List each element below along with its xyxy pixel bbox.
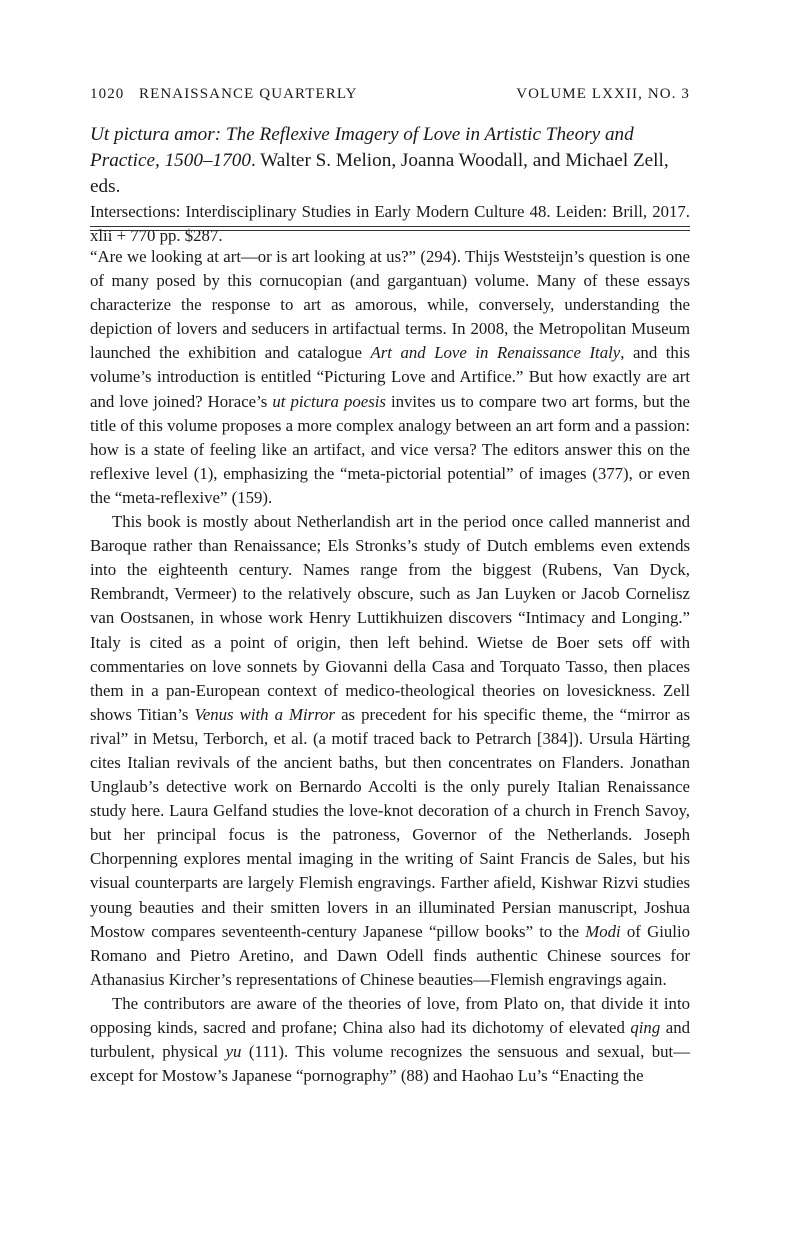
volume-issue: VOLUME LXXII, NO. 3 [516, 86, 690, 102]
running-head [90, 86, 690, 103]
text-run: as precedent for his specific theme, the “mirror as rival” in Metsu, Terborch, et al. (a motif traced back to Petrarch [384]). Ursula Härting cites Italian revivals of the ancient baths, but then concentrates on Flanders. Jonathan Unglaub’s detective work on Bernardo Accolti is the only purely Italian Renaissance study here. Laura Gelfand studies the love-knot decoration of a church in French Savoy, but her principal focus is the patroness, Governor of the Netherlands. Joseph Chorpenning explores mental imaging in the writing of Saint Francis de Sales, but his visual counterparts are largely Flemish engravings. Farther afield, Kishwar Rizvi studies young beauties and their smitten lovers in an illuminated Persian manuscript, Joshua Mostow compares seventeenth-century Japanese “pillow books” to the [90, 704, 690, 941]
italic-run: Modi [585, 921, 621, 941]
text-run: This book is mostly about Netherlandish art in the period once called mannerist and Baroque rather than Renaissance; Els Stronks’s study of Dutch emblems even extends into the eighteenth century. Names range from the biggest (Rubens, Van Dyck, Rembrandt, Vermeer) to the relatively obscure, such as Jan Luyken or Jacob Cornelisz van Oostsanen, in whose work Henry Luttikhuizen discovers “Intimacy and Longing.” Italy is cited as a point of origin, then left behind. Wietse de Boer sets off with commentaries on love sonnets by Giovanni della Casa and Torquato Tasso, then places them in a pan-European context of medico-theological theories on lovesickness. Zell shows Titian’s [90, 512, 690, 724]
italic-run: qing [630, 1018, 661, 1037]
text-run: invites us to compare two art forms, but the title of this volume proposes a more complex analogy between an art form and a passion: how is a state of feeling like an artifact, and vice versa? The editors answer this on the reflexive level (1), emphasizing the “meta-pictorial potential” of images (377), or even the “meta-reflexive” (159). [90, 391, 690, 507]
header-divider [90, 226, 690, 231]
page-number-and-journal [90, 86, 358, 103]
journal-title: RENAISSANCE QUARTERLY [138, 86, 358, 102]
page-number: 1020 [90, 86, 125, 102]
italic-run: Art and Love in Renaissance Italy [370, 343, 621, 363]
italic-run: yu [225, 1042, 242, 1062]
book-publication-details: Intersections: Interdisciplinary Studies in Early Modern Culture 48. Leiden: Brill, 2017. xlii + 770 pp. $287. [90, 202, 690, 245]
italic-run: Venus with a Mirror [194, 704, 336, 724]
book-title-line [90, 122, 690, 200]
italic-run: ut pictura poesis [272, 391, 386, 411]
review-body [90, 245, 690, 1088]
book-editors: . Walter S. Melion, Joanna Woodall, and Michael Zell, eds. [90, 150, 669, 197]
text-run: and turbulent, physical [90, 1018, 690, 1062]
text-run: , and this volume’s introduction is entitled “Picturing Love and Artifice.” But how exactly are art and love joined? Horace’s [90, 343, 691, 411]
paragraph [90, 245, 690, 510]
text-run: (111). This volume recognizes the sensuous and sexual, but—except for Mostow’s Japanese “pornography” (88) and Haohao Lu’s “Enacting the [90, 1042, 690, 1086]
book-title: Ut pictura amor: The Reflexive Imagery of Love in Artistic Theory and Practice, 1500–1700 [90, 124, 634, 171]
text-run: The contributors are aware of the theories of love, from Plato on, that divide it into opposing kinds, sacred and profane; China also had its dichotomy of elevated [90, 993, 690, 1037]
paragraph [90, 510, 690, 992]
text-run: “Are we looking at art—or is art looking at us?” (294). Thijs Weststeijn’s question is one of many posed by this cornucopian (and gargantuan) volume. Many of these essays characterize the response to art as amorous, while, conversely, understanding the depiction of lovers and seducers in artifactual terms. In 2008, the Metropolitan Museum launched the exhibition and catalogue [90, 247, 690, 363]
paragraph [90, 992, 690, 1088]
text-run: of Giulio Romano and Pietro Aretino, and Dawn Odell finds authentic Chinese sources for Athanasius Kircher’s representations of Chinese beauties—Flemish engravings again. [90, 921, 690, 989]
